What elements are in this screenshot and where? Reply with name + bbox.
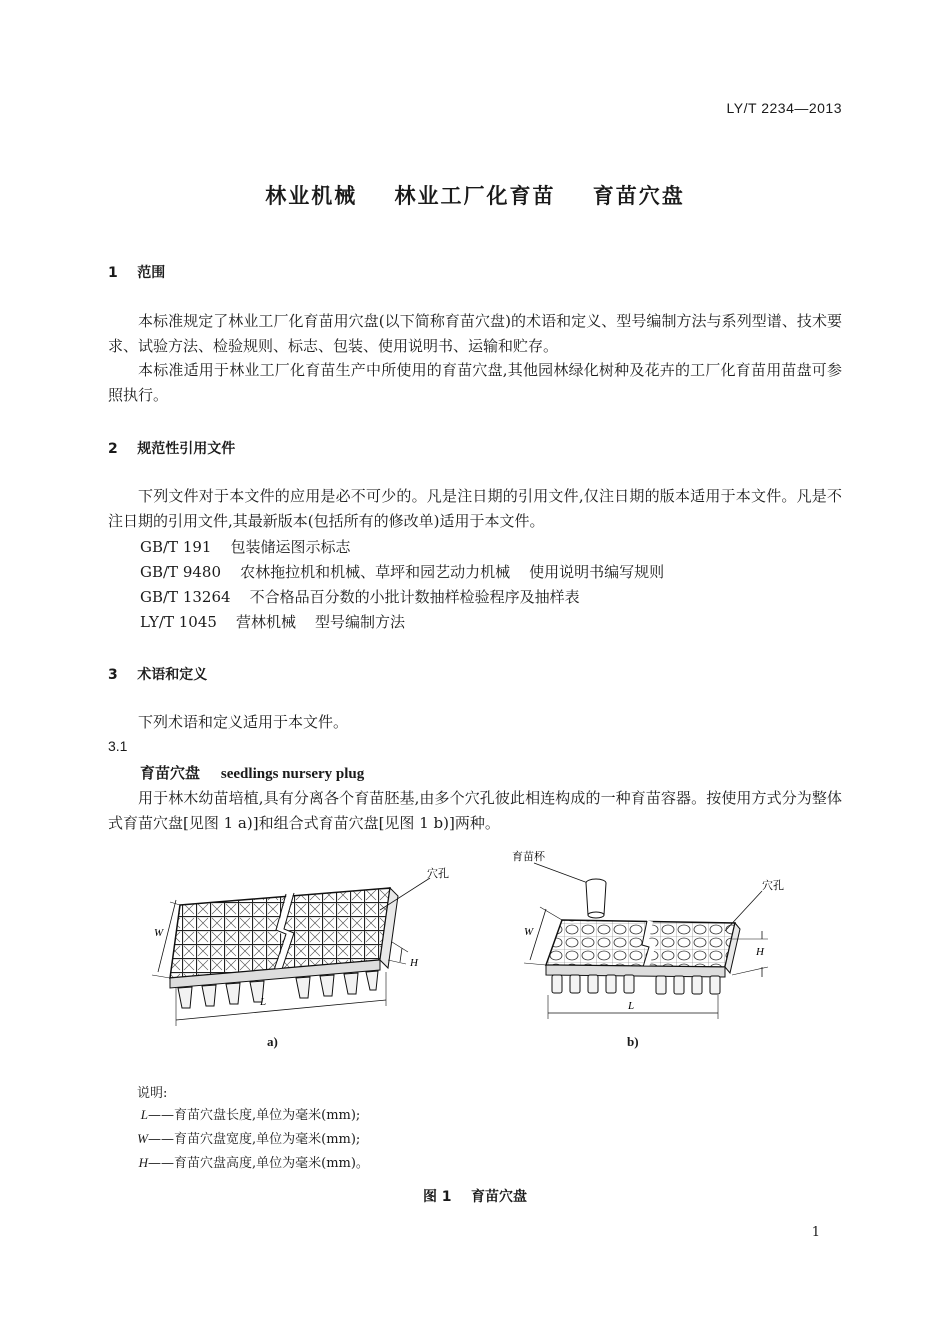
section-2-heading: 2 规范性引用文件 bbox=[108, 441, 236, 457]
legend-symbol: L bbox=[140, 1107, 148, 1122]
legend-row bbox=[108, 1128, 360, 1147]
legend-text: ——育苗穴盘高度,单位为毫米(mm)。 bbox=[148, 1156, 369, 1171]
dim-w-b: W bbox=[524, 926, 534, 938]
figure-b-label: b) bbox=[627, 1034, 639, 1049]
figure-b-combined-tray bbox=[500, 845, 820, 1030]
figure-caption: 图 1 育苗穴盘 bbox=[422, 1189, 528, 1205]
document-title: 林业机械 林业工厂化育苗 育苗穴盘 bbox=[265, 184, 685, 208]
label-hole-b: 穴孔 bbox=[762, 879, 784, 892]
section-1-heading: 1 范围 bbox=[108, 265, 166, 281]
dim-l-b: L bbox=[628, 1000, 635, 1012]
section-3-paragraph-1: 下列术语和定义适用于本文件。 bbox=[138, 713, 349, 731]
label-cup: 育苗杯 bbox=[512, 850, 545, 863]
section-1-paragraph-2: 本标准适用于林业工厂化育苗生产中所使用的育苗穴盘,其他园林绿化树种及花卉的工厂化育苗用苗盘可参照执行。 bbox=[108, 361, 842, 404]
term-definition: 用于林木幼苗培植,具有分离各个育苗胚基,由多个穴孔彼此相连构成的一种育苗容器。按使用方式分为整体式育苗穴盘[见图 1 a)]和组合式育苗穴盘[见图 1 b)]两种。 bbox=[108, 789, 842, 832]
standard-code: LY/T 2234—2013 bbox=[726, 100, 842, 116]
term-en: seedlings nursery plug bbox=[220, 766, 365, 782]
legend-text: ——育苗穴盘长度,单位为毫米(mm); bbox=[148, 1108, 361, 1123]
term-number: 3.1 bbox=[108, 738, 128, 754]
term-heading bbox=[140, 762, 364, 783]
legend-text: ——育苗穴盘宽度,单位为毫米(mm); bbox=[148, 1132, 361, 1147]
label-hole-a: 穴孔 bbox=[427, 867, 449, 880]
dim-l-a: L bbox=[260, 996, 267, 1008]
term-zh: 育苗穴盘 bbox=[140, 764, 201, 782]
dim-h-b: H bbox=[756, 946, 764, 958]
legend-row bbox=[108, 1152, 369, 1171]
legend-symbol: W bbox=[137, 1131, 148, 1146]
page-number: 1 bbox=[811, 1225, 820, 1240]
reference-item: GB/T 13264 不合格品百分数的小批计数抽样检验程序及抽样表 bbox=[140, 588, 580, 606]
dim-h-a: H bbox=[410, 957, 418, 969]
section-1-paragraph-1: 本标准规定了林业工厂化育苗用穴盘(以下简称育苗穴盘)的术语和定义、型号编制方法与系列型谱、技术要求、试验方法、检验规则、标志、包装、使用说明书、运输和贮存。 bbox=[108, 312, 842, 355]
legend-symbol: H bbox=[138, 1155, 148, 1170]
section-2-paragraph-1: 下列文件对于本文件的应用是必不可少的。凡是注日期的引用文件,仅注日期的版本适用于本文件。凡是不注日期的引用文件,其最新版本(包括所有的修改单)适用于本文件。 bbox=[108, 487, 842, 530]
figure-a-integral-tray bbox=[140, 860, 460, 1030]
legend-row bbox=[108, 1104, 360, 1123]
reference-item: LY/T 1045 营林机械 型号编制方法 bbox=[140, 613, 406, 631]
section-3-heading: 3 术语和定义 bbox=[108, 667, 208, 683]
figure-a-label: a) bbox=[267, 1034, 278, 1049]
reference-item: GB/T 9480 农林拖拉机和机械、草坪和园艺动力机械 使用说明书编写规则 bbox=[140, 563, 665, 581]
dim-w-a: W bbox=[154, 927, 164, 939]
reference-item: GB/T 191 包装储运图示标志 bbox=[140, 538, 351, 556]
legend-title: 说明: bbox=[137, 1086, 168, 1101]
